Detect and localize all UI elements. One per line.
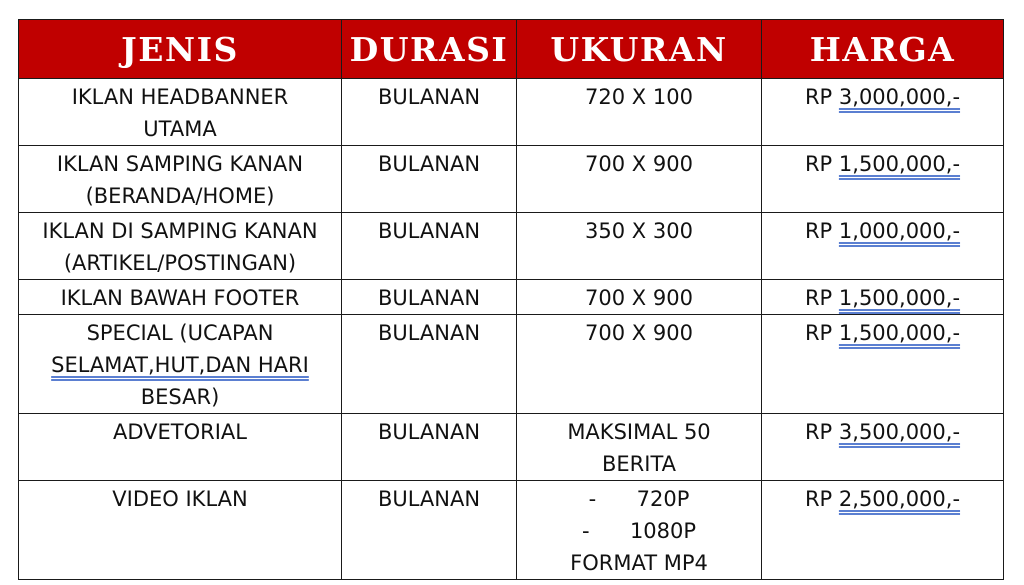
cell-harga: [762, 315, 1004, 414]
table-row: [19, 414, 1004, 481]
cell-jenis: [19, 280, 342, 315]
table-row: [19, 79, 1004, 146]
ukuran-line: 700 X 900: [585, 286, 693, 310]
cell-jenis: [19, 315, 342, 414]
ukuran-line: MAKSIMAL 50: [567, 420, 711, 444]
bullet-dash: -: [581, 519, 590, 543]
cell-durasi: BULANAN: [342, 79, 517, 146]
cell-ukuran: [517, 280, 762, 315]
ukuran-list-item: [517, 483, 761, 515]
cell-ukuran: [517, 414, 762, 481]
jenis-line: ADVETORIAL: [112, 420, 247, 444]
jenis-line: BESAR): [140, 385, 220, 409]
table-row: [19, 280, 1004, 315]
cell-harga: [762, 414, 1004, 481]
ukuran-line: BERITA: [601, 452, 677, 476]
cell-harga: [762, 280, 1004, 315]
jenis-line: (ARTIKEL/POSTINGAN): [63, 251, 297, 275]
cell-durasi: BULANAN: [342, 414, 517, 481]
cell-durasi: BULANAN: [342, 146, 517, 213]
jenis-line: VIDEO IKLAN: [112, 487, 248, 511]
ukuran-line: 350 X 300: [585, 219, 693, 243]
jenis-line: SPECIAL (UCAPAN: [86, 321, 274, 345]
harga-prefix: RP: [804, 219, 833, 243]
cell-harga: [762, 79, 1004, 146]
cell-harga: [762, 481, 1004, 580]
ukuran-list-text: 1080P: [629, 519, 697, 543]
header-row: [19, 20, 1004, 79]
jenis-line: IKLAN HEADBANNER: [71, 85, 289, 109]
harga-prefix: RP: [804, 152, 833, 176]
cell-durasi: BULANAN: [342, 481, 517, 580]
harga-value: 1,500,000,-: [838, 321, 961, 345]
harga-value: 3,500,000,-: [838, 420, 961, 444]
ukuran-list-item: [517, 515, 761, 547]
cell-durasi: BULANAN: [342, 280, 517, 315]
cell-ukuran: [517, 315, 762, 414]
price-table: [18, 19, 1004, 580]
cell-harga: [762, 146, 1004, 213]
cell-jenis: [19, 414, 342, 481]
jenis-line: UTAMA: [143, 117, 217, 141]
cell-jenis: [19, 481, 342, 580]
table-row: [19, 481, 1004, 580]
table-row: [19, 213, 1004, 280]
table-row: [19, 315, 1004, 414]
cell-ukuran: [517, 481, 762, 580]
ukuran-line: 700 X 900: [585, 321, 693, 345]
header-durasi: DURASI: [342, 20, 517, 79]
cell-jenis: [19, 146, 342, 213]
harga-value: 2,500,000,-: [838, 487, 961, 511]
cell-durasi: BULANAN: [342, 315, 517, 414]
header-harga: HARGA: [762, 20, 1004, 79]
ukuran-line: 720 X 100: [585, 85, 693, 109]
cell-harga: [762, 213, 1004, 280]
harga-value: 1,500,000,-: [838, 286, 961, 310]
cell-jenis: [19, 79, 342, 146]
jenis-line: IKLAN SAMPING KANAN: [56, 152, 304, 176]
harga-value: 3,000,000,-: [838, 85, 961, 109]
cell-jenis: [19, 213, 342, 280]
jenis-line: (BERANDA/HOME): [85, 184, 275, 208]
cell-ukuran: [517, 79, 762, 146]
bullet-dash: -: [588, 487, 597, 511]
harga-value: 1,000,000,-: [838, 219, 961, 243]
header-ukuran: UKURAN: [517, 20, 762, 79]
ukuran-list-text: 720P: [636, 487, 690, 511]
harga-prefix: RP: [804, 321, 833, 345]
ukuran-line: 700 X 900: [585, 152, 693, 176]
header-jenis: JENIS: [19, 20, 342, 79]
harga-prefix: RP: [804, 286, 833, 310]
ukuran-note: FORMAT MP4: [570, 551, 708, 575]
cell-ukuran: [517, 146, 762, 213]
harga-value: 1,500,000,-: [838, 152, 961, 176]
cell-durasi: BULANAN: [342, 213, 517, 280]
jenis-line: IKLAN BAWAH FOOTER: [60, 286, 300, 310]
jenis-line: SELAMAT,HUT,DAN HARI: [51, 353, 309, 377]
cell-ukuran: [517, 213, 762, 280]
table-row: [19, 146, 1004, 213]
harga-prefix: RP: [804, 487, 833, 511]
harga-prefix: RP: [804, 420, 833, 444]
jenis-line: IKLAN DI SAMPING KANAN: [42, 219, 318, 243]
harga-prefix: RP: [804, 85, 833, 109]
